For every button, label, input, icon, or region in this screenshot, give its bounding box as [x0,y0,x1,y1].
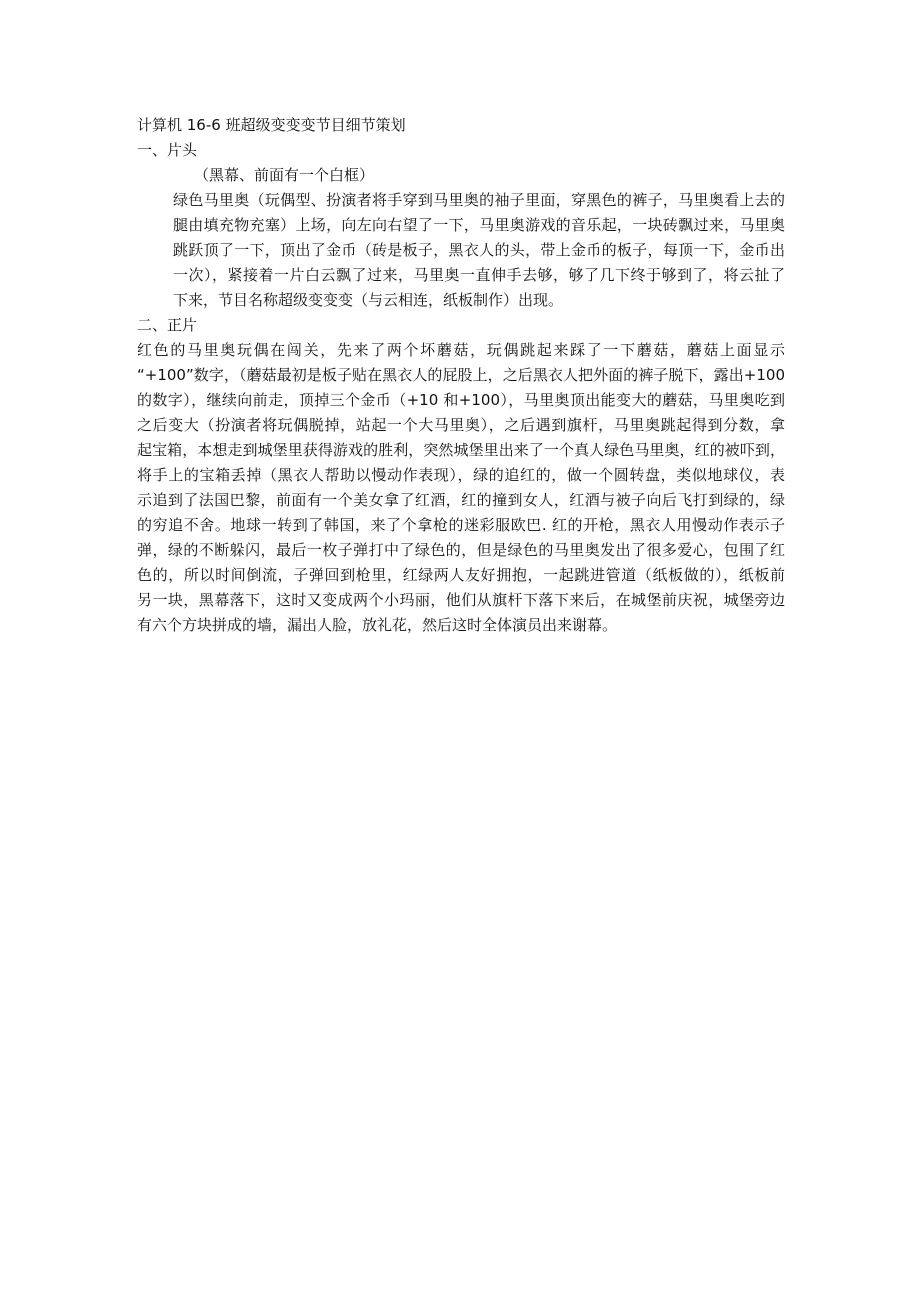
paragraph-line: 将手上的宝箱丢掉（黑衣人帮助以慢动作表现），绿的追红的，做一个圆转盘，类似地球仪，表 [137,466,785,484]
paragraph-line: 的数字），继续向前走，顶掉三个金币（+10 和+100），马里奥顶出能变大的蘑菇，马里奥吃到 [137,391,785,409]
section-heading-main: 二、正片 [137,316,198,334]
paragraph-line: 之后变大（扮演者将玩偶脱掉，站起一个大马里奥），之后遇到旗杆，马里奥跳起得到分数，拿 [137,416,785,434]
paragraph-line: 绿色马里奥（玩偶型、扮演者将手穿到马里奥的袖子里面，穿黑色的裤子，马里奥看上去的 [173,191,785,209]
paragraph-line: “+100”数字，（蘑菇最初是板子贴在黑衣人的屁股上，之后黑衣人把外面的裤子脱下，露出+100 [137,366,785,384]
paragraph-line: 色的，所以时间倒流，子弹回到枪里，红绿两人友好拥抱，一起跳进管道（纸板做的），纸板前 [137,566,785,584]
paragraph-line: 示追到了法国巴黎，前面有一个美女拿了红酒，红的撞到女人，红酒与被子向后飞打到绿的，绿 [137,491,785,509]
section-heading-intro: 一、片头 [137,141,198,159]
document-title: 计算机 16-6 班超级变变变节目细节策划 [137,116,406,134]
paragraph-line: 弹，绿的不断躲闪，最后一枚子弹打中了绿色的，但是绿色的马里奥发出了很多爱心，包围了红 [137,541,785,559]
section-intro-paragraph [137,188,785,313]
paragraph-line: 跳跃顶了一下，顶出了金币（砖是板子，黑衣人的头，带上金币的板子，每顶一下，金币出 [173,241,785,259]
paragraph-line: 一次），紧接着一片白云飘了过来，马里奥一直伸手去够，够了几下终于够到了，将云扯了 [173,266,785,284]
paragraph-line: 有六个方块拼成的墙，漏出人脸，放礼花，然后这时全体演员出来谢幕。 [137,616,618,634]
stage-note: （黑幕、前面有一个白框） [194,166,375,184]
paragraph-line: 腿由填充物充塞）上场，向左向右望了一下，马里奥游戏的音乐起，一块砖飘过来，马里奥 [173,216,785,234]
section-main-paragraph [137,338,785,638]
paragraph-line: 红色的马里奥玩偶在闯关，先来了两个坏蘑菇，玩偶跳起来踩了一下蘑菇，蘑菇上面显示 [137,341,785,359]
paragraph-line: 起宝箱，本想走到城堡里获得游戏的胜利，突然城堡里出来了一个真人绿色马里奥，红的被吓到， [137,441,785,459]
paragraph-line: 下来，节目名称超级变变变（与云相连，纸板制作）出现。 [173,291,564,309]
paragraph-line: 另一块，黑幕落下，这时又变成两个小玛丽，他们从旗杆下落下来后，在城堡前庆祝，城堡旁边 [137,591,785,609]
document-body [137,113,785,638]
paragraph-line: 的穷追不舍。地球一转到了韩国，来了个拿枪的迷彩服欧巴. 红的开枪，黑衣人用慢动作表示子 [137,516,785,534]
